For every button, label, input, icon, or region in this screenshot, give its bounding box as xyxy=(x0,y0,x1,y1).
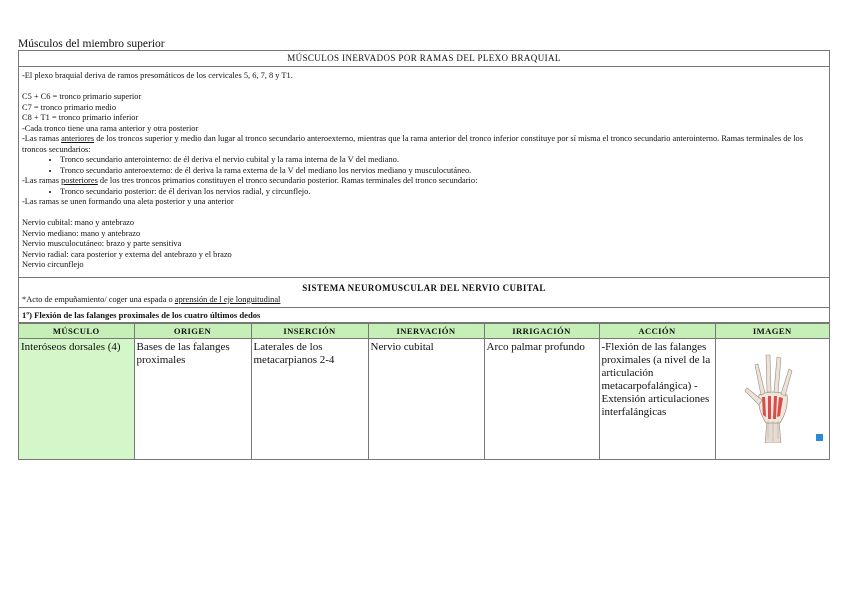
text-span: -Las ramas xyxy=(22,176,62,185)
intro-line-posteriores xyxy=(22,176,825,187)
column-header: ACCIÓN xyxy=(599,323,715,338)
cell-muscle: Interóseos dorsales (4) xyxy=(19,338,134,459)
underlined-term: anteriores xyxy=(61,134,95,143)
underlined-term: posteriores xyxy=(61,176,98,185)
table-row xyxy=(19,338,829,459)
intro-line: -Las ramas se unen formando una aleta posterior y una anterior xyxy=(22,197,234,206)
nerve-line: Nervio mediano: mano y antebrazo xyxy=(22,228,141,238)
nerve-line: Nervio musculocutáneo: brazo y parte sensitiva xyxy=(22,239,182,248)
subsection-heading: 1º) Flexión de las falanges proximales de los cuatro últimos dedos xyxy=(19,308,829,323)
cell-innervation: Nervio cubital xyxy=(368,338,484,459)
hand-anatomy-icon xyxy=(737,343,807,443)
intro-line: C7 = tronco primario medio xyxy=(22,102,117,112)
column-header: INERVACIÓN xyxy=(368,323,484,338)
intro-line: C8 + T1 = tronco primario inferior xyxy=(22,113,139,122)
cell-insertion: Laterales de los metacarpianos 2-4 xyxy=(251,338,368,459)
bullet-list xyxy=(22,187,825,198)
bullet-list xyxy=(22,155,825,176)
intro-line: C5 + C6 = tronco primario superior xyxy=(22,92,142,101)
content-frame xyxy=(18,50,830,460)
text-span: *Acto de empuñamiento/ coger una espada o xyxy=(22,294,175,304)
cell-image xyxy=(715,338,829,459)
column-header: IMAGEN xyxy=(715,323,829,338)
nerve-line: Nervio cubital: mano y antebrazo xyxy=(22,218,135,227)
section-heading-plexo: MÚSCULOS INERVADOS POR RAMAS DEL PLEXO BRAQUIAL xyxy=(19,51,829,67)
underlined-term: aprensión de l eje longuitudinal xyxy=(174,294,281,304)
muscle-table xyxy=(19,323,829,459)
cell-action: -Flexión de las falanges proximales (a nivel de la articulación metacarpofalángica) -Extensión articulaciones interfalángicas xyxy=(599,338,715,459)
intro-line: -Cada tronco tiene una rama anterior y otra posterior xyxy=(22,123,199,133)
nerve-line: Nervio radial: cara posterior y externa del antebrazo y el brazo xyxy=(22,249,232,259)
document-title: Músculos del miembro superior xyxy=(18,38,165,50)
bullet-item: • Tronco secundario posterior: de él derivan los nervios radial, y circunflejo. xyxy=(60,187,825,198)
text-span: -Las ramas xyxy=(22,134,62,143)
bullet-item: • Tronco secundario anteroexterno: de él deriva la rama externa de la V del mediano los nervios mediano y musculocutáneo. xyxy=(60,166,825,177)
column-header: MÚSCULO xyxy=(19,323,134,338)
bullet-item: • Tronco secundario anterointerno: de él deriva el nervio cubital y la rama interna de la V del mediano. xyxy=(60,155,825,166)
table-header-row xyxy=(19,323,829,338)
section-heading-cubital: SISTEMA NEUROMUSCULAR DEL NERVIO CUBITAL xyxy=(302,282,546,293)
column-header: IRRIGACIÓN xyxy=(484,323,599,338)
cell-irrigation: Arco palmar profundo xyxy=(484,338,599,459)
column-header: ORIGEN xyxy=(134,323,251,338)
nerve-line: Nervio circunflejo xyxy=(22,260,84,269)
image-marker-icon xyxy=(816,434,823,441)
intro-line-anteriores xyxy=(22,134,825,155)
intro-line: -El plexo braquial deriva de ramos presomáticos de los cervicales 5, 6, 7, 8 y T1. xyxy=(22,71,293,80)
intro-text-block xyxy=(19,67,829,278)
section-note xyxy=(19,294,829,308)
text-span: de los troncos superior y medio dan lugar al tronco secundario anteroexterno, mientras que la rama anterior del tronco inferior constituye por sí misma el tronco secundario anterointerno. Ramas terminales de los troncos secundarios: xyxy=(22,134,803,154)
column-header: INSERCIÓN xyxy=(251,323,368,338)
cell-origin: Bases de las falanges proximales xyxy=(134,338,251,459)
text-span: de los tres troncos primarios constituyen el tronco secundario posterior. Ramas terminales del tronco secundario: xyxy=(97,176,478,185)
